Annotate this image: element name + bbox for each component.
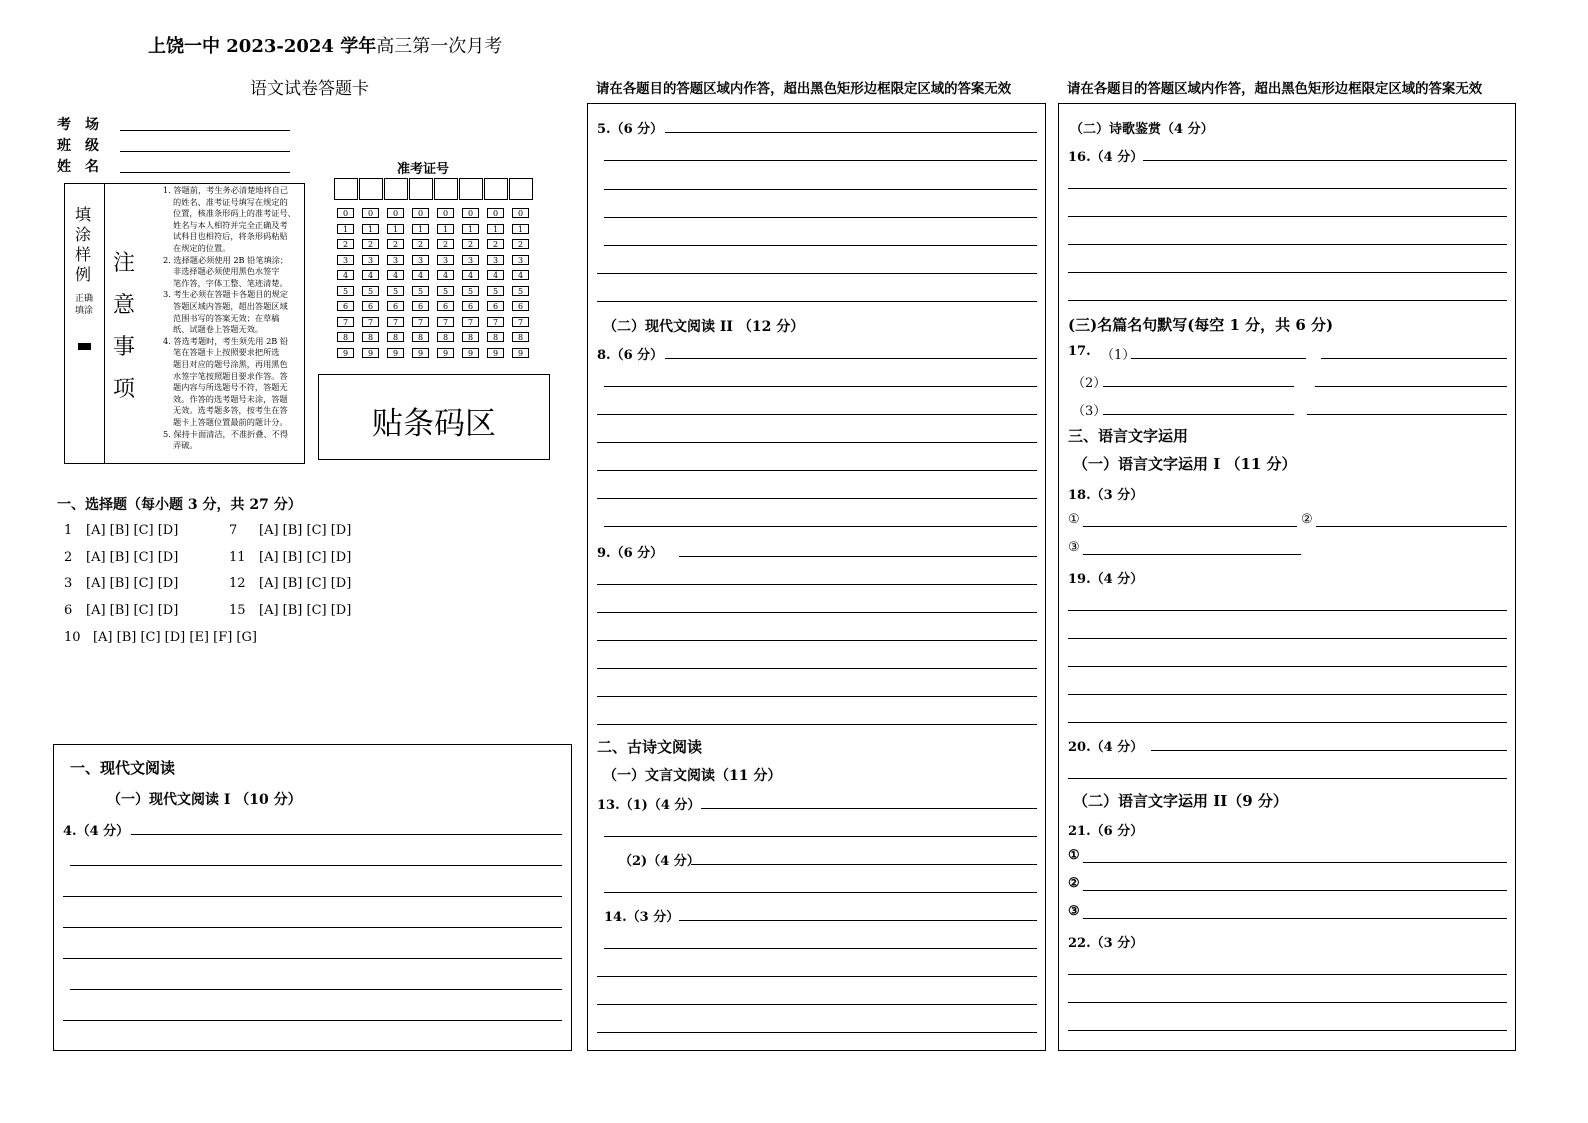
choice-number: 6: [64, 602, 73, 618]
page-title: [148, 32, 502, 58]
fill-example-title: 填 涂 样 例: [74, 205, 91, 284]
choice-options[interactable]: [A] [B] [C] [D]: [259, 602, 352, 618]
notice-line: 效。作答的选考题号未涂，答题: [173, 393, 288, 404]
exam-id-bubble[interactable]: 6: [362, 301, 379, 311]
notice-line: 水签字笔按照题目要求作答。答: [173, 370, 288, 381]
exam-id-bubble[interactable]: 3: [362, 255, 379, 265]
notice-line: 5. 保持卡面清洁，不准折叠、不得: [163, 428, 289, 439]
exam-id-bubble[interactable]: 4: [437, 270, 454, 280]
notice-line: 笔作答，字体工整、笔迹清楚。: [173, 277, 288, 288]
info-field-name[interactable]: [120, 172, 290, 173]
q4-answer-line[interactable]: [63, 927, 562, 928]
q17-blank-line[interactable]: [1103, 414, 1294, 415]
exam-id-bubble[interactable]: 6: [412, 301, 429, 311]
exam-id-bubble[interactable]: 8: [437, 332, 454, 342]
notice-divider: [104, 183, 105, 464]
q9-answer-line[interactable]: [597, 696, 1037, 697]
exam-id-bubble[interactable]: 4: [412, 270, 429, 280]
q20-label: 20.（4 分）: [1068, 740, 1144, 755]
language-use-1-title: （一）语言文字运用 I （11 分）: [1073, 455, 1297, 473]
q14-answer-line[interactable]: [604, 948, 1037, 949]
q21-answer-line[interactable]: [1083, 862, 1507, 863]
exam-id-bubble[interactable]: 7: [362, 317, 379, 327]
reading-title: 一、现代文阅读: [70, 759, 176, 777]
exam-id-bubble[interactable]: 9: [387, 348, 404, 358]
q16-answer-line[interactable]: [1068, 300, 1507, 301]
notice-line: 3. 考生必须在答题卡各题目的规定: [163, 289, 289, 300]
exam-id-bubble[interactable]: 4: [487, 270, 504, 280]
notice-line: 2. 选择题必须使用 2B 铅笔填涂；: [163, 254, 289, 265]
warning-middle: 请在各题目的答题区域内作答，超出黑色矩形边框限定区域的答案无效: [596, 81, 1012, 97]
exam-id-bubble[interactable]: 7: [412, 317, 429, 327]
exam-id-bubble[interactable]: 8: [362, 332, 379, 342]
exam-id-bubble[interactable]: 7: [512, 317, 529, 327]
q18-answer-line[interactable]: [1083, 554, 1301, 555]
exam-id-entry-cell[interactable]: [509, 178, 533, 200]
exam-id-bubble[interactable]: 7: [387, 317, 404, 327]
q8-answer-line[interactable]: [597, 470, 1037, 471]
exam-id-bubble[interactable]: 7: [337, 317, 354, 327]
barcode-label: 贴条码区: [372, 406, 496, 442]
exam-id-bubble[interactable]: 8: [337, 332, 354, 342]
q18-answer-line[interactable]: [1083, 526, 1297, 527]
notice-line: 弄破。: [173, 440, 198, 451]
notice-line: 题卡上答题位置最前的题计分。: [173, 417, 288, 427]
q8-answer-line[interactable]: [665, 358, 1037, 359]
choice-options[interactable]: [A] [B] [C] [D]: [86, 576, 179, 591]
notice-line: 4. 答选考题时，考生须先用 2B 铅: [163, 335, 289, 346]
notice-line: 在规定的位置。: [173, 243, 231, 253]
exam-id-bubble[interactable]: 7: [487, 317, 504, 327]
exam-id-bubble[interactable]: 3: [437, 255, 454, 265]
notice-line: 题内容与所选题号不符，答题无: [173, 382, 288, 393]
q4-answer-line[interactable]: [63, 896, 562, 897]
q4-answer-line[interactable]: [63, 1020, 562, 1021]
q14-answer-line[interactable]: [679, 920, 1037, 921]
q8-answer-line[interactable]: [597, 498, 1037, 499]
q9-answer-line[interactable]: [597, 640, 1037, 641]
choice-number: 1: [64, 523, 73, 538]
q21-label: 21.（6 分）: [1068, 824, 1144, 839]
exam-id-bubble[interactable]: 0: [362, 208, 379, 218]
language-use-2-title: （二）语言文字运用 II（9 分）: [1073, 792, 1288, 810]
q9-answer-line[interactable]: [597, 612, 1037, 613]
exam-id-bubble[interactable]: 4: [462, 270, 479, 280]
q5-answer-line[interactable]: [604, 245, 1037, 246]
notice-line: 1. 答题前，考生务必清楚地将自己: [163, 185, 289, 195]
choice-section-title: 一、选择题（每小题 3 分，共 27 分）: [57, 497, 302, 513]
exam-id-bubble[interactable]: 2: [487, 239, 504, 249]
q4-label: 4.（4 分）: [63, 824, 130, 839]
exam-id-bubble[interactable]: 3: [512, 255, 529, 265]
exam-id-bubble[interactable]: 2: [512, 239, 529, 249]
notice-title: 注 意 事 项: [112, 251, 135, 402]
q19-answer-line[interactable]: [1068, 638, 1507, 639]
choice-options[interactable]: [A] [B] [C] [D]: [259, 549, 352, 565]
exam-id-bubble[interactable]: 3: [337, 255, 354, 265]
q8-answer-line[interactable]: [597, 442, 1037, 443]
exam-id-bubble[interactable]: 2: [437, 239, 454, 249]
notice-line: 非选择题必须使用黑色水签字: [173, 266, 280, 277]
classical-prose-title: （一）文言文阅读（11 分）: [603, 768, 782, 784]
exam-id-bubble[interactable]: 5: [412, 286, 429, 296]
q20-answer-line[interactable]: [1068, 778, 1507, 779]
page-title-bold: 上饶一中 2023-2024 学年: [148, 36, 377, 57]
q21-circle-3: ③: [1068, 904, 1080, 919]
q21-circle-1: ①: [1068, 848, 1080, 863]
exam-id-bubble[interactable]: 0: [487, 208, 504, 218]
q22-answer-line[interactable]: [1068, 1030, 1507, 1031]
q4-answer-line[interactable]: [63, 958, 562, 959]
exam-id-bubble[interactable]: 1: [362, 224, 379, 234]
notice-line: 范围书写的答案无效；在草稿: [173, 312, 280, 323]
exam-id-entry-cell[interactable]: [409, 178, 433, 200]
reading-subtitle: （一）现代文阅读 I （10 分）: [107, 792, 302, 808]
q13-1-answer-line[interactable]: [701, 808, 1037, 809]
q14-answer-line[interactable]: [597, 976, 1037, 977]
choice-options[interactable]: [A] [B] [C] [D]: [259, 576, 352, 591]
q13-1-answer-line[interactable]: [604, 836, 1037, 837]
q19-answer-line[interactable]: [1068, 610, 1507, 611]
q22-label: 22.（3 分）: [1068, 936, 1144, 951]
q21-answer-line[interactable]: [1083, 918, 1507, 919]
notice-line: 笔在答题卡上按照要求把所选: [173, 347, 280, 358]
exam-id-bubble[interactable]: 1: [512, 224, 529, 234]
notice-line: 无效。选考题多答，按考生在答: [173, 405, 288, 416]
q4-answer-line[interactable]: [70, 989, 562, 990]
q17-label: 17.: [1068, 344, 1091, 359]
exam-id-bubble[interactable]: 1: [462, 224, 479, 234]
exam-id-bubble[interactable]: 9: [487, 348, 504, 358]
q17-blank-line[interactable]: [1131, 358, 1306, 359]
exam-id-bubble[interactable]: 6: [487, 301, 504, 311]
exam-id-entry-cell[interactable]: [359, 178, 383, 200]
q18-label: 18.（3 分）: [1068, 488, 1144, 503]
exam-id-bubble[interactable]: 4: [337, 270, 354, 280]
choice-row-10[interactable]: [64, 630, 257, 645]
exam-id-bubble[interactable]: 5: [462, 286, 479, 296]
exam-id-entry-cell[interactable]: [484, 178, 508, 200]
choice-number: 12: [229, 576, 246, 591]
choice-number: 15: [229, 602, 246, 618]
q18-circle-1: ①: [1068, 512, 1080, 527]
q18-circle-3: ③: [1068, 540, 1080, 555]
q22-answer-line[interactable]: [1068, 1002, 1507, 1003]
choice-number: 7: [229, 523, 238, 538]
notice-line: 答题区域内答题，超出答题区域: [173, 301, 288, 311]
exam-id-bubble[interactable]: 1: [412, 224, 429, 234]
exam-id-bubble[interactable]: 3: [462, 255, 479, 265]
exam-id-bubble[interactable]: 2: [337, 239, 354, 249]
page-title-rest: 高三第一次月考: [376, 36, 503, 57]
exam-id-bubble[interactable]: 0: [412, 208, 429, 218]
warning-right: 请在各题目的答题区域内作答，超出黑色矩形边框限定区域的答案无效: [1067, 81, 1483, 97]
info-label-room: 考 场: [57, 117, 99, 133]
choice-options[interactable]: [A] [B] [C] [D]: [259, 523, 352, 538]
choice-options[interactable]: [A] [B] [C] [D]: [86, 523, 179, 538]
q18-answer-line[interactable]: [1316, 526, 1507, 527]
exam-id-entry-cell[interactable]: [384, 178, 408, 200]
notice-line: 试科目也相符后，将条形码粘贴: [173, 231, 288, 242]
exam-id-bubble[interactable]: 1: [487, 224, 504, 234]
exam-id-bubble[interactable]: 3: [487, 255, 504, 265]
exam-id-bubble[interactable]: 9: [462, 348, 479, 358]
q13-1-label: 13.（1)（4 分）: [597, 798, 701, 813]
q19-answer-line[interactable]: [1068, 722, 1507, 723]
q18-circle-2: ②: [1301, 512, 1313, 527]
q17-blank-2-label: （2）: [1072, 376, 1107, 391]
exam-id-bubble[interactable]: 9: [412, 348, 429, 358]
q5-answer-line[interactable]: [597, 301, 1037, 302]
fill-example-mark: [78, 343, 91, 350]
exam-id-bubble[interactable]: 6: [337, 301, 354, 311]
exam-id-bubble[interactable]: 6: [462, 301, 479, 311]
exam-id-bubble[interactable]: 5: [512, 286, 529, 296]
exam-id-bubble[interactable]: 8: [412, 332, 429, 342]
q13-2-answer-line[interactable]: [691, 864, 1037, 865]
q4-answer-line[interactable]: [70, 865, 562, 866]
exam-id-bubble[interactable]: 5: [487, 286, 504, 296]
exam-id-bubble[interactable]: 4: [387, 270, 404, 280]
page-subtitle: 语文试卷答题卡: [250, 79, 369, 99]
q9-answer-line[interactable]: [597, 584, 1037, 585]
exam-id-bubble[interactable]: 4: [512, 270, 529, 280]
exam-id-bubble[interactable]: 0: [337, 208, 354, 218]
q16-label: 16.（4 分）: [1068, 150, 1144, 165]
exam-id-bubble[interactable]: 8: [462, 332, 479, 342]
exam-id-bubble[interactable]: 9: [437, 348, 454, 358]
exam-id-bubble[interactable]: 0: [437, 208, 454, 218]
q16-answer-line[interactable]: [1068, 244, 1507, 245]
q13-2-answer-line[interactable]: [604, 892, 1037, 893]
exam-id-entry-cell[interactable]: [334, 178, 358, 200]
exam-id-bubble[interactable]: 3: [412, 255, 429, 265]
info-field-room[interactable]: [120, 130, 290, 131]
q17-blank-1-label: （1）: [1101, 348, 1136, 363]
q19-answer-line[interactable]: [1068, 666, 1507, 667]
exam-id-bubble[interactable]: 2: [412, 239, 429, 249]
q14-answer-line[interactable]: [597, 1004, 1037, 1005]
q8-answer-line[interactable]: [604, 386, 1037, 387]
choice-number: 10: [64, 630, 81, 645]
exam-id-bubble[interactable]: 0: [512, 208, 529, 218]
exam-id-bubble[interactable]: 0: [462, 208, 479, 218]
exam-id-bubble[interactable]: 8: [487, 332, 504, 342]
q17-blank-line[interactable]: [1307, 414, 1507, 415]
exam-id-entry-cell[interactable]: [434, 178, 458, 200]
q5-answer-line[interactable]: [597, 273, 1037, 274]
q9-answer-line[interactable]: [679, 556, 1037, 557]
notice-line: 题目对应的题号涂黑，再用黑色: [173, 359, 288, 369]
exam-id-bubble[interactable]: 1: [337, 224, 354, 234]
q8-answer-line[interactable]: [597, 414, 1037, 415]
exam-id-bubble[interactable]: 0: [387, 208, 404, 218]
exam-id-title: 准考证号: [397, 162, 450, 177]
info-field-class[interactable]: [120, 151, 290, 152]
exam-id-bubble[interactable]: 5: [437, 286, 454, 296]
choice-options[interactable]: [A] [B] [C] [D]: [86, 549, 179, 565]
exam-id-bubble[interactable]: 5: [337, 286, 354, 296]
q16-answer-line[interactable]: [1143, 160, 1507, 161]
exam-id-bubble[interactable]: 6: [437, 301, 454, 311]
q17-blank-line[interactable]: [1103, 386, 1294, 387]
exam-id-bubble[interactable]: 7: [437, 317, 454, 327]
q13-2-label: （2)（4 分）: [619, 854, 700, 869]
exam-id-bubble[interactable]: 6: [512, 301, 529, 311]
q17-blank-line[interactable]: [1321, 358, 1507, 359]
exam-id-bubble[interactable]: 4: [362, 270, 379, 280]
q17-blank-3-label: （3）: [1072, 404, 1107, 419]
choice-number: 11: [229, 549, 246, 565]
q19-label: 19.（4 分）: [1068, 572, 1144, 587]
q17-blank-line[interactable]: [1315, 386, 1507, 387]
choice-number: 3: [64, 576, 73, 591]
exam-id-bubble[interactable]: 6: [387, 301, 404, 311]
q5-answer-line[interactable]: [604, 217, 1037, 218]
language-use-title: 三、语言文字运用: [1068, 427, 1189, 445]
exam-id-bubble[interactable]: 1: [437, 224, 454, 234]
q16-answer-line[interactable]: [1068, 272, 1507, 273]
q8-label: 8.（6 分）: [597, 348, 664, 363]
exam-id-bubble[interactable]: 2: [362, 239, 379, 249]
classical-reading-title: 二、古诗文阅读: [597, 738, 703, 756]
exam-id-bubble[interactable]: 5: [362, 286, 379, 296]
info-label-class: 班 级: [57, 138, 99, 154]
exam-id-bubble[interactable]: 9: [512, 348, 529, 358]
choice-options[interactable]: [A] [B] [C] [D] [E] [F] [G]: [92, 630, 257, 645]
q9-label: 9.（6 分）: [597, 546, 664, 561]
fill-example-correct-label: 正确 填涂: [74, 294, 93, 316]
choice-number: 2: [64, 549, 73, 565]
exam-id-bubble[interactable]: 7: [462, 317, 479, 327]
modern-reading-2-title: （二）现代文阅读 II （12 分）: [603, 319, 805, 335]
q16-answer-line[interactable]: [1068, 216, 1507, 217]
notice-line: 纸、试题卷上答题无效。: [173, 324, 264, 335]
q16-answer-line[interactable]: [1068, 188, 1507, 189]
q4-answer-line[interactable]: [131, 834, 562, 835]
poetry-title: （二）诗歌鉴赏（4 分）: [1070, 122, 1214, 137]
exam-id-bubble[interactable]: 3: [387, 255, 404, 265]
exam-id-bubble[interactable]: 2: [387, 239, 404, 249]
notice-line: 的姓名、准考证号填写在规定的: [173, 196, 288, 207]
q5-answer-line[interactable]: [604, 189, 1037, 190]
recitation-title: (三)名篇名句默写(每空 1 分，共 6 分): [1068, 316, 1334, 334]
q5-answer-line[interactable]: [665, 132, 1037, 133]
q9-answer-line[interactable]: [597, 668, 1037, 669]
q20-answer-line[interactable]: [1151, 750, 1507, 751]
notice-line: 位置，核准条形码上的准考证号、: [173, 208, 296, 219]
exam-id-entry-cell[interactable]: [459, 178, 483, 200]
exam-id-bubble[interactable]: 8: [387, 332, 404, 342]
exam-id-bubble[interactable]: 9: [337, 348, 354, 358]
exam-id-bubble[interactable]: 8: [512, 332, 529, 342]
q9-answer-line[interactable]: [597, 724, 1037, 725]
choice-options[interactable]: [A] [B] [C] [D]: [86, 602, 179, 618]
q21-answer-line[interactable]: [1083, 890, 1507, 891]
q14-label: 14.（3 分）: [604, 910, 680, 925]
notice-line: 姓名与本人相符并完全正确及考: [173, 219, 288, 230]
exam-id-bubble[interactable]: 9: [362, 348, 379, 358]
q21-circle-2: ②: [1068, 876, 1080, 891]
q5-label: 5.（6 分）: [597, 122, 664, 137]
exam-id-bubble[interactable]: 5: [387, 286, 404, 296]
exam-id-bubble[interactable]: 2: [462, 239, 479, 249]
q22-answer-line[interactable]: [1068, 974, 1507, 975]
exam-id-bubble[interactable]: 1: [387, 224, 404, 234]
info-label-name: 姓 名: [57, 159, 99, 175]
q19-answer-line[interactable]: [1068, 694, 1507, 695]
q14-answer-line[interactable]: [597, 1032, 1037, 1033]
q5-answer-line[interactable]: [604, 160, 1037, 161]
q8-answer-line[interactable]: [604, 526, 1037, 527]
